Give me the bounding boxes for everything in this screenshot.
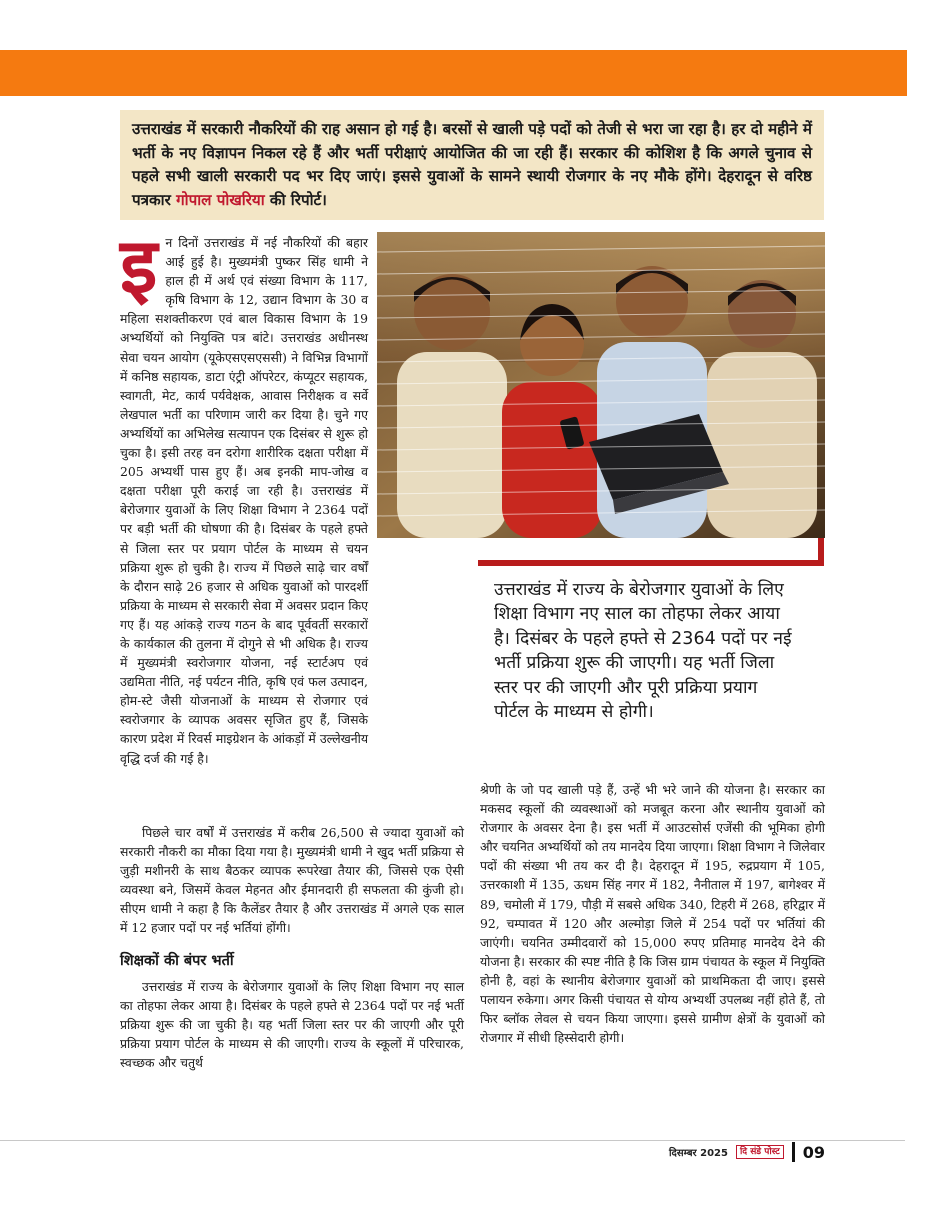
photo-accent-bar bbox=[478, 560, 824, 566]
footer-brand-logo: दि संडे पोस्ट bbox=[736, 1145, 784, 1159]
top-color-band bbox=[0, 50, 907, 96]
standfirst-author: गोपाल पोखरिया bbox=[176, 190, 265, 209]
intro-wrap bbox=[120, 221, 368, 768]
drop-cap: इ bbox=[120, 221, 158, 310]
subhead-teachers: शिक्षकों की बंपर भर्ती bbox=[120, 952, 234, 969]
footer-rule bbox=[0, 1140, 905, 1141]
left-column bbox=[120, 221, 464, 768]
left-column-lower bbox=[120, 823, 464, 1072]
intro-paragraph: न दिनों उत्तराखंड में नई नौकरियों की बहार आई हुई है। मुख्यमंत्री पुष्कर सिंह धामी ने हाल ही में अर्थ एवं संख्या विभाग के 117, कृषि विभाग के 12, उद्यान विभाग के 30 व महिला सशक्तीकरण एवं बाल विकास विभाग के 19 अभ्यर्थियों को नियुक्ति पत्र बांटे। उत्तराखंड अधीनस्थ सेवा चयन आयोग (यूकेएसएसएससी) ने विभिन्न विभागों में कनिष्ठ सहायक, डाटा एंट्री ऑपरेटर, कंप्यूटर सहायक, स्वागती, मेट, कार्य पर्यवेक्षक, आवास निरीक्षक व सर्वे लेखपाल भर्ती का परिणाम जारी कर दिया है। चुने गए अभ्यर्थियों का अभिलेख सत्यापन एक दिसंबर से शुरू हो चुका है। इसी तरह वन दरोगा शारीरिक दक्षता परीक्षा में 205 अभ्यर्थी पास हुए हैं। अब इनकी माप-जोख व दक्षता परीक्षा पूरी कराई जा रही है। उत्तराखंड में बेरोजगार युवाओं के लिए शिक्षा विभाग ने 2364 पदों पर बड़ी भर्ती की घोषणा की है। दिसंबर के पहले हफ्ते से जिला स्तर पर प्रयाग पोर्टल के माध्यम से चयन प्रक्रिया शुरू हो चुकी है। राज्य में पिछले साढ़े चार वर्षों के दौरान साढ़े 26 हजार से अधिक युवाओं को पारदर्शी प्रक्रिया के माध्यम से सरकारी सेवा में अवसर प्रदान किए गए हैं। यह आंकड़े राज्य गठन के बाद पूर्ववर्ती सरकारों के कार्यकाल की तुलना में दोगुने से भी अधिक है। राज्य में मुख्यमंत्री स्वरोजगार योजना, नई स्टार्टअप एवं उद्यमिता नीति, नई पर्यटन नीति, कृषि एवं फल उत्पादन, होम-स्टे जैसी योजनाओं के माध्यम से रोजगार एवं स्वरोजगार के व्यापक अवसर सृजित हुए हैं, जिसके कारण प्रदेश में रिवर्स माइग्रेशन के आंकड़ों में उल्लेखनीय वृद्धि दर्ज की गई है। bbox=[120, 235, 368, 766]
standfirst bbox=[120, 110, 824, 220]
paragraph-2: पिछले चार वर्षों में उत्तराखंड में करीब 26,500 से ज्यादा युवाओं को सरकारी नौकरी का मौका दिया गया है। मुख्यमंत्री धामी ने खुद भर्ती प्रक्रिया से जुड़ी मशीनरी के साथ बैठकर व्यापक रूपरेखा तैयार की, जिससे एक ऐसी व्यवस्था बने, जिसमें केवल मेहनत और ईमानदारी ही सफलता की कुंजी हो। सीएम धामी ने कहा है कि कैलेंडर तैयार है और उत्तराखंड में अगले एक साल में 12 हजार पदों पर नई भर्तियां होंगी। bbox=[120, 825, 464, 936]
page-footer bbox=[669, 1142, 825, 1162]
right-column bbox=[480, 780, 825, 1047]
standfirst-suffix: की रिपोर्ट। bbox=[269, 190, 327, 209]
right-column-text: श्रेणी के जो पद खाली पड़े हैं, उन्हें भी भरे जाने की योजना है। सरकार का मकसद स्कूलों की व्यवस्थाओं को मजबूत करना और स्थानीय युवाओं को रोजगार के अवसर देना है। इस भर्ती में आउटसोर्स एजेंसी की भूमिका होगी और चयनित अभ्यर्थियों को तय मानदेय दिया जाएगा। शिक्षा विभाग ने जिलेवार पदों की संख्या भी तय कर दी है। देहरादून में 195, रुद्रप्रयाग में 105, उत्तरकाशी में 135, ऊधम सिंह नगर में 182, नैनीताल में 197, बागेश्वर में 89, चमोली में 179, पौड़ी में सबसे अधिक 340, टिहरी में 268, हरिद्वार में 92, चम्पावत में 120 और अल्मोड़ा जिले में 254 पदों पर भर्तियां की जाएंगी। चयनित उम्मीदवारों को 15,000 रुपए प्रतिमाह मानदेय देने की योजना है। सरकार की स्पष्ट नीति है कि जिस ग्राम पंचायत के स्कूल में नियुक्ति होनी है, वहां के स्थानीय बेरोजगार युवाओं को प्राथमिकता दी जाए। इससे पलायन रुकेगा। अगर किसी पंचायत से योग्य अभ्यर्थी उपलब्ध नहीं होते हैं, तो फिर ब्लॉक लेवल से चयन किया जाएगा। इससे ग्रामीण क्षेत्रों के युवाओं को रोजगार में सीधी हिस्सेदारी होगी। bbox=[480, 782, 825, 1046]
page-number: 09 bbox=[802, 1142, 825, 1162]
photo-accent-corner bbox=[818, 538, 824, 566]
pull-quote: उत्तराखंड में राज्य के बेरोजगार युवाओं के लिए शिक्षा विभाग नए साल का तोहफा लेकर आया है। दिसंबर के पहले हफ्ते से 2364 पदों पर नई भर्ती प्रक्रिया शुरू की जाएगी। यह भर्ती जिला स्तर पर की जाएगी और पूरी प्रक्रिया प्रयाग पोर्टल के माध्यम से होगी। bbox=[494, 580, 792, 723]
footer-date: दिसम्बर 2025 bbox=[668, 1148, 728, 1159]
standfirst-text: उत्तराखंड में सरकारी नौकरियों की राह असान हो गई है। बरसों से खाली पड़े पदों को तेजी से भरा जा रहा है। हर दो महीने में भर्ती के नए विज्ञापन निकल रहे हैं और भर्ती परीक्षाएं आयोजित की जा रही हैं। सरकार की कोशिश है कि अगले चुनाव से पहले सभी खाली सरकारी पद भर दिए जाएं। इससे युवाओं के सामने स्थायी रोजगार के नए मौके होंगे। देहरादून से वरिष्ठ पत्रकार bbox=[132, 120, 812, 209]
footer-divider bbox=[792, 1142, 795, 1162]
paragraph-3: उत्तराखंड में राज्य के बेरोजगार युवाओं के लिए शिक्षा विभाग नए साल का तोहफा लेकर आया है। दिसंबर के पहले हफ्ते से 2364 पदों पर नई भर्ती प्रक्रिया शुरू की जा चुकी है। यह भर्ती जिला स्तर पर की जाएगी और पूरी प्रक्रिया प्रयाग पोर्टल के माध्यम से की जाएगी। राज्य के स्कूलों में परिचारक, स्वच्छक और चतुर्थ bbox=[120, 978, 464, 1071]
